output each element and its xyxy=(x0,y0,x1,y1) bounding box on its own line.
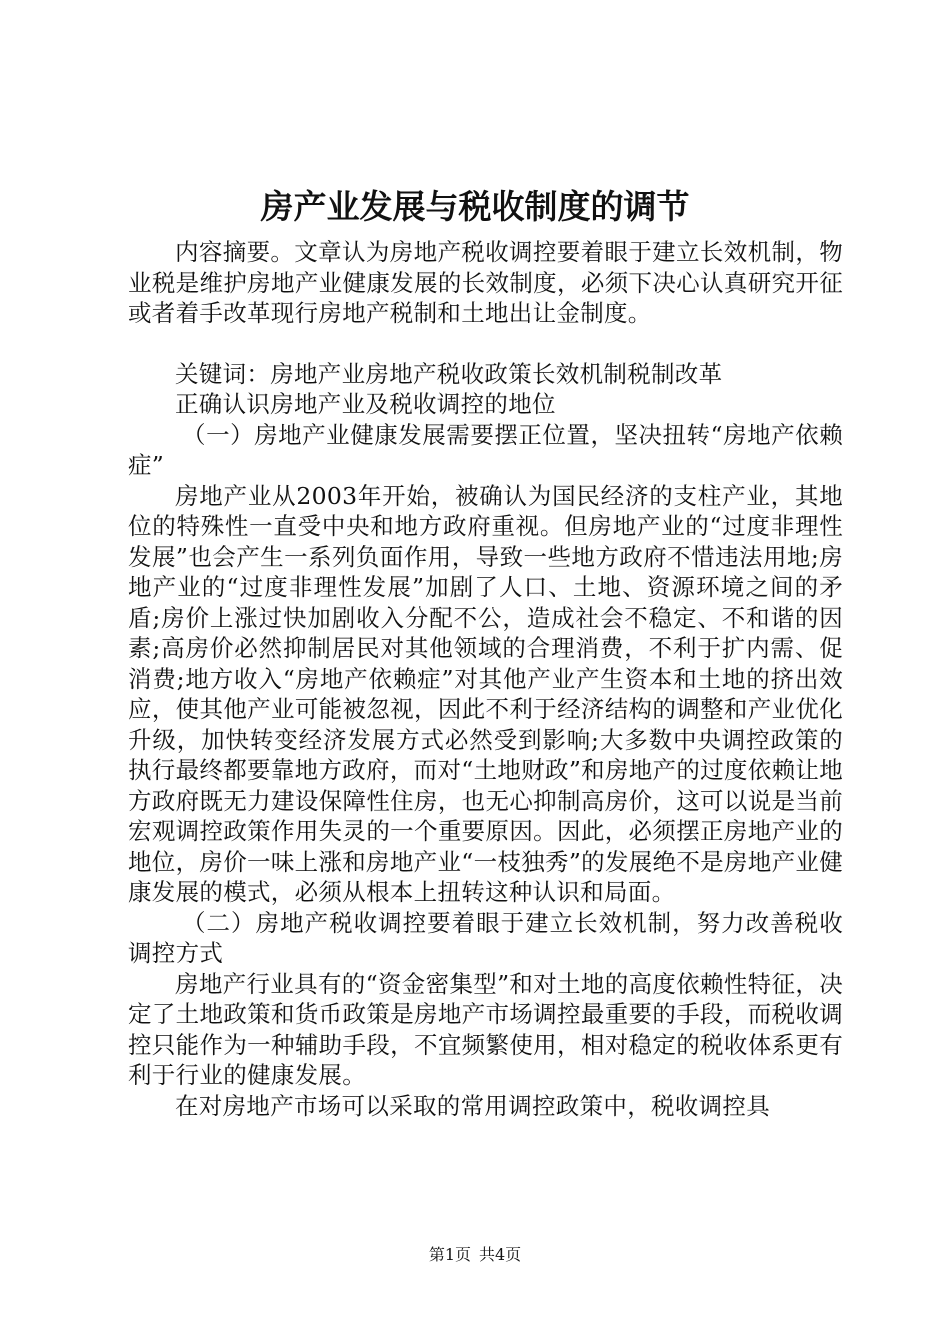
document-body xyxy=(128,237,843,1121)
body-paragraph: 房地产业从2003年开始，被确认为国民经济的支柱产业，其地位的特殊性一直受中央和地方政府重视。但房地产业的“过度非理性发展”也会产生一系列负面作用，导致一些地方政府不惜违法用地;房地产业的“过度非理性发展”加剧了人口、土地、资源环境之间的矛盾;房价上涨过快加剧收入分配不公，造成社会不稳定、不和谐的因素;高房价必然抑制居民对其他领域的合理消费，不利于扩内需、促消费;地方收入“房地产依赖症”对其他产业产生资本和土地的挤出效应，使其他产业可能被忽视，因此不利于经济结构的调整和产业优化升级，加快转变经济发展方式必然受到影响;大多数中央调控政策的执行最终都要靠地方政府，而对“土地财政”和房地产的过度依赖让地方政府既无力建设保障性住房，也无心抑制高房价，这可以说是当前宏观调控政策作用失灵的一个重要原因。因此，必须摆正房地产业的地位，房价一味上涨和房地产业“一枝独秀”的发展绝不是房地产业健康发展的模式，必须从根本上扭转这种认识和局面。 xyxy=(128,481,843,906)
subsection-heading-1: （一）房地产业健康发展需要摆正位置，坚决扭转“房地产依赖症” xyxy=(128,420,843,479)
page-footer xyxy=(0,1245,950,1265)
subsection-heading-2: （二）房地产税收调控要着眼于建立长效机制，努力改善税收调控方式 xyxy=(128,908,843,967)
abstract-paragraph: 内容摘要。文章认为房地产税收调控要着眼于建立长效机制，物业税是维护房地产业健康发展的长效制度，必须下决心认真研究开征或者着手改革现行房地产税制和土地出让金制度。 xyxy=(128,238,843,327)
body-paragraph: 在对房地产市场可以采取的常用调控政策中，税收调控具 xyxy=(175,1091,770,1120)
body-paragraph: 房地产行业具有的“资金密集型”和对土地的高度依赖性特征，决定了土地政策和货币政策是房地产市场调控最重要的手段，而税收调控只能作为一种辅助手段，不宜频繁使用，相对稳定的税收体系更有利于行业的健康发展。 xyxy=(128,969,843,1089)
keywords-line: 关键词：房地产业房地产税收政策长效机制税制改革 xyxy=(175,359,723,388)
section-heading: 正确认识房地产业及税收调控的地位 xyxy=(175,390,556,418)
page-number: 第1页 xyxy=(428,1245,471,1264)
document-title: 房产业发展与税收制度的调节 xyxy=(260,187,690,226)
page-total: 共4页 xyxy=(479,1245,522,1264)
